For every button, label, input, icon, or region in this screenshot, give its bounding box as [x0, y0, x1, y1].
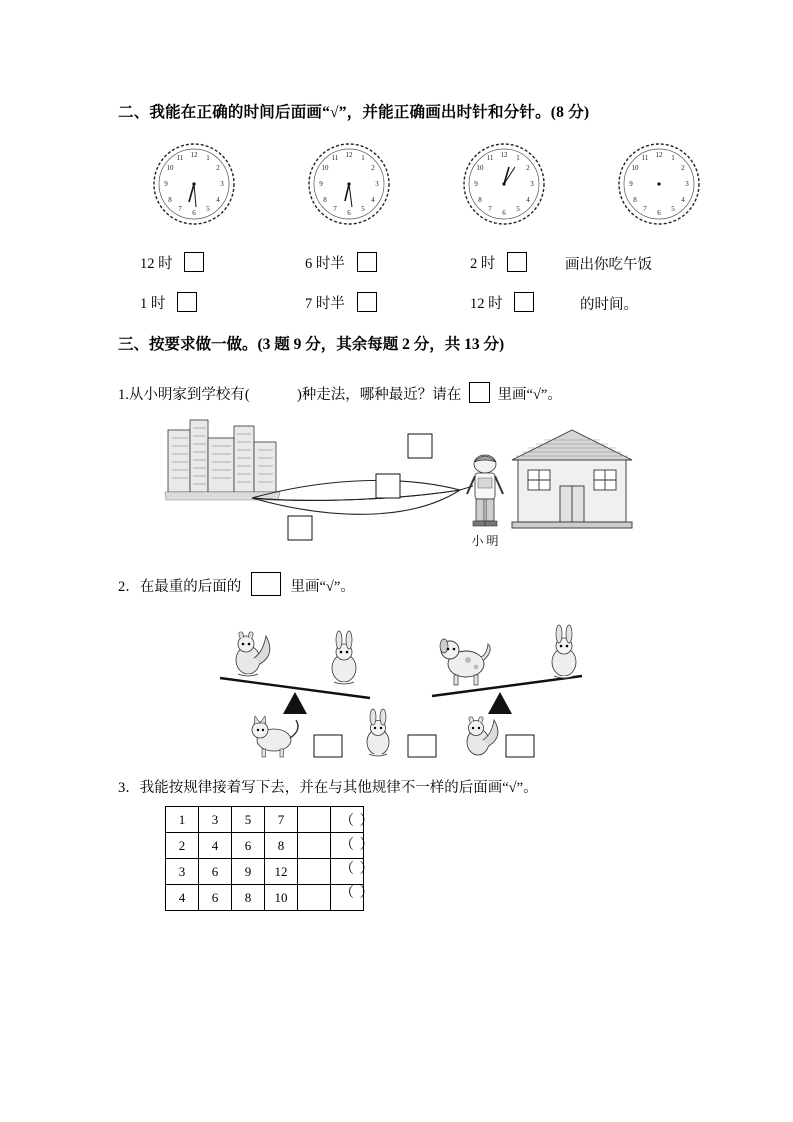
paren-row-4[interactable]: （ ） [340, 886, 375, 901]
answer-checkbox-2[interactable] [357, 252, 377, 272]
svg-text:6: 6 [657, 209, 661, 217]
svg-text:9: 9 [474, 180, 478, 188]
answer-checkbox-6[interactable] [514, 292, 534, 312]
svg-text:5: 5 [671, 205, 675, 213]
svg-text:9: 9 [164, 180, 168, 188]
answer-checkbox-1[interactable] [184, 252, 204, 272]
svg-text:2: 2 [681, 164, 685, 172]
cell-r2c4: 8 [265, 833, 298, 859]
question-2-text [118, 572, 758, 596]
svg-text:11: 11 [641, 154, 649, 162]
clock-face-2 [305, 140, 393, 228]
cell-r1c5[interactable] [298, 807, 331, 833]
svg-text:10: 10 [631, 164, 639, 172]
svg-text:4: 4 [216, 196, 220, 204]
q1-text-a: 1.从小明家到学校有( [118, 387, 250, 403]
paren-row-2[interactable]: （ ） [340, 838, 375, 853]
paren-row-1[interactable]: （ ） [340, 814, 375, 829]
table-row [166, 885, 364, 911]
cell-r4c3: 8 [232, 885, 265, 911]
q2-inline-box-icon [251, 572, 281, 596]
svg-text:4: 4 [681, 196, 685, 204]
svg-text:12: 12 [345, 151, 353, 159]
svg-text:2: 2 [371, 164, 375, 172]
answer-checkbox-3[interactable] [507, 252, 527, 272]
svg-text:3: 3 [220, 180, 224, 188]
answer-checkbox-5[interactable] [357, 292, 377, 312]
cell-r4c4: 10 [265, 885, 298, 911]
clock-row [130, 140, 710, 232]
svg-text:7: 7 [333, 205, 337, 213]
svg-text:3: 3 [685, 180, 689, 188]
svg-text:2: 2 [216, 164, 220, 172]
cell-r3c2: 6 [199, 859, 232, 885]
svg-text:5: 5 [516, 205, 520, 213]
svg-text:8: 8 [478, 196, 482, 204]
paren-row-3[interactable]: （ ） [340, 862, 375, 877]
cell-r2c2: 4 [199, 833, 232, 859]
lunch-note-line1: 画出你吃午饭 [565, 257, 652, 273]
answer-label-7shiban: 7 时半 [305, 296, 345, 312]
svg-text:12: 12 [655, 151, 663, 159]
svg-text:1: 1 [361, 154, 365, 162]
question-2-illustration [200, 620, 620, 765]
q2-text-a: 2．在最重的后面的 [118, 579, 242, 595]
svg-text:1: 1 [206, 154, 210, 162]
pattern-table [165, 806, 364, 911]
cell-r1c2: 3 [199, 807, 232, 833]
svg-text:6: 6 [347, 209, 351, 217]
svg-text:10: 10 [166, 164, 174, 172]
svg-text:4: 4 [526, 196, 530, 204]
cell-r4c1: 4 [166, 885, 199, 911]
cell-r2c3: 6 [232, 833, 265, 859]
q2-text-b: 里画“√”。 [290, 579, 355, 595]
section2-title: 二、我能在正确的时间后面画“√”，并能正确画出时针和分针。(8 分) [118, 104, 590, 121]
svg-text:4: 4 [371, 196, 375, 204]
cell-r3c3: 9 [232, 859, 265, 885]
svg-text:5: 5 [361, 205, 365, 213]
cell-r2c5[interactable] [298, 833, 331, 859]
svg-text:5: 5 [206, 205, 210, 213]
q1-boy-label: 小 明 [471, 534, 499, 548]
svg-text:7: 7 [488, 205, 492, 213]
svg-text:7: 7 [178, 205, 182, 213]
svg-text:6: 6 [192, 209, 196, 217]
clock-face-1 [150, 140, 238, 228]
q1-text-c: 里画“√”。 [497, 387, 562, 403]
cell-r3c5[interactable] [298, 859, 331, 885]
svg-text:3: 3 [375, 180, 379, 188]
svg-text:2: 2 [526, 164, 530, 172]
answer-label-2shi: 2 时 [470, 256, 496, 272]
cell-r1c4: 7 [265, 807, 298, 833]
svg-text:10: 10 [476, 164, 484, 172]
svg-text:9: 9 [629, 180, 633, 188]
table-row [166, 807, 364, 833]
svg-text:8: 8 [633, 196, 637, 204]
svg-text:7: 7 [643, 205, 647, 213]
lunch-note-line2: 的时间。 [580, 297, 638, 313]
cell-r4c5[interactable] [298, 885, 331, 911]
cell-r4c2: 6 [199, 885, 232, 911]
cell-r2c1: 2 [166, 833, 199, 859]
svg-text:6: 6 [502, 209, 506, 217]
table-row [166, 833, 364, 859]
answer-checkbox-4[interactable] [177, 292, 197, 312]
svg-text:12: 12 [190, 151, 198, 159]
svg-text:10: 10 [321, 164, 329, 172]
q1-inline-box-icon [469, 382, 490, 403]
clock-face-4 [615, 140, 703, 228]
svg-text:3: 3 [530, 180, 534, 188]
svg-text:9: 9 [319, 180, 323, 188]
cell-r1c1: 1 [166, 807, 199, 833]
svg-text:11: 11 [331, 154, 339, 162]
q1-text-b: )种走法，哪种最近？请在 [296, 387, 462, 403]
svg-text:11: 11 [486, 154, 494, 162]
question-1-text [118, 382, 758, 404]
answer-label-1shi: 1 时 [140, 296, 166, 312]
question-3-text: 3．我能按规律接着写下去，并在与其他规律不一样的后面画“√”。 [118, 780, 538, 796]
svg-text:11: 11 [176, 154, 184, 162]
answer-label-12shi: 12 时 [140, 256, 173, 272]
answer-label-12shi-b: 12 时 [470, 296, 503, 312]
svg-text:1: 1 [671, 154, 675, 162]
question-1-illustration [160, 412, 640, 557]
svg-text:1: 1 [516, 154, 520, 162]
section3-title: 三、按要求做一做。(3 题 9 分，其余每题 2 分，共 13 分) [118, 336, 505, 353]
table-row [166, 859, 364, 885]
cell-r3c1: 3 [166, 859, 199, 885]
cell-r1c3: 5 [232, 807, 265, 833]
clock-face-3 [460, 140, 548, 228]
cell-r3c4: 12 [265, 859, 298, 885]
svg-text:8: 8 [168, 196, 172, 204]
svg-text:8: 8 [323, 196, 327, 204]
answer-label-6shiban: 6 时半 [305, 256, 345, 272]
svg-text:12: 12 [500, 151, 508, 159]
